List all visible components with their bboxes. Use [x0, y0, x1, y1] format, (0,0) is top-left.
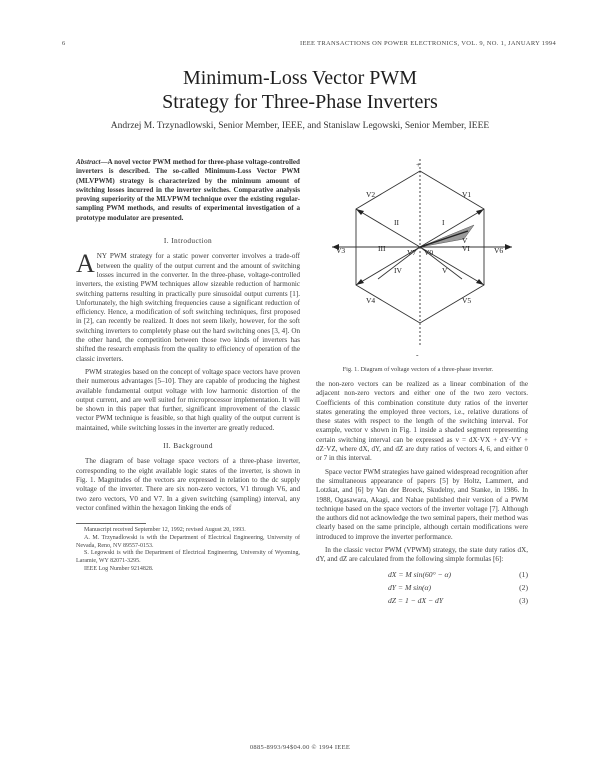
journal-header: IEEE TRANSACTIONS ON POWER ELECTRONICS, VOL. 9, NO. 1, JANUARY 1994 [300, 40, 556, 47]
right-paragraph-2: Space vector PWM strategies have gained widespread recognition after the simultaneous appearance of papers [5] by Holtz, Lammert, and Lotzkat, and [6] by Van der Broeck, Skudelny, and Stanke, in 1986. In 1988, Ogasawara, Akagi, and Nabae published their version of a PWM technique based on the space vectors of the inverter voltage [7]. Although the authors did not acknowledge the two seminal papers, their method was clearly based on the same principle, although certain modifications were introduced to improve the inverter performance. [316, 467, 528, 541]
label-v4: V4 [366, 296, 376, 305]
background-paragraph-1: The diagram of base voltage space vectors of a three-phase inverter, corresponding to the eight available logic states of the inverter, is shown in Fig. 1. Magnitudes of the vectors are expressed in relation to the dc supply voltage of the inverter. There are six non-zero vectors, V1 through V6, and two zero vectors, V0 and V7. In a given switching (sampling) interval, any vector confined within the hexagon linking the ends of [76, 457, 300, 512]
equation-2-number: (2) [519, 582, 528, 592]
section-heading-introduction: I. Introduction [163, 236, 213, 246]
sector-label-3: III [378, 244, 386, 253]
label-v2: V2 [366, 190, 376, 199]
intro-paragraph-1-text: NY PWM strategy for a static power converter involves a trade-off between the quality of the output current and the amount of switching losses incurred in the converter. In the three-phase, voltage-controlled inverters, the existing PWM techniques allow sizeable reduction of harmonic switching patterns resulting in practically pure sinusoidal output currents [1]. Unfortunately, the high switching frequencies cause a significant reduction of efficiency. Hence, a modification of soft switching techniques, first proposed in [2], can recently be realized. It does not seem likely, however, for the soft switching inverters to completely phase out the hard switching ones [3, 4]. On the other hand, the competition between those two kinds of inverters has shifted the research emphasis from the quality to efficiency of operation of the classic inverters. [76, 252, 300, 363]
section-heading-background: II. Background [163, 441, 213, 451]
sector-label-4: IV [394, 266, 402, 275]
paper-title [60, 66, 540, 114]
voltage-vector-diagram [312, 155, 528, 371]
running-header [44, 40, 556, 52]
footnote-author-1: A. M. Trzynadlowski is with the Department of Electrical Engineering, University of Nevada, Reno, NV 89557-0153. [76, 534, 300, 549]
abstract-text: —A novel vector PWM method for three-phase voltage-controlled inverters is described. The so-called Minimum-Loss Vector PWM (MLVPWM) strategy is characterized by the minimum amount of switching losses incurred in the inverter switches. Comparative analysis proving superiority of the MLVPWM technique over the existing regular-sampling PWM methods, and results of experimental investigation of a prototype modulator are presented. [76, 158, 300, 222]
arrowhead-5 [505, 244, 512, 250]
label-v: V [462, 236, 468, 245]
label-v1: V1 [462, 190, 472, 199]
figure-caption: Fig. 1. Diagram of voltage vectors of a three-phase inverter. [342, 366, 494, 373]
intro-paragraph-1 [76, 249, 300, 364]
title-line-2: Strategy for Three-Phase Inverters [162, 91, 438, 113]
equations-block [316, 569, 528, 608]
label-v5: V5 [462, 296, 472, 305]
abstract [76, 158, 300, 223]
footnote-author-2: S. Legowski is with the Department of Electrical Engineering, University of Wyoming, Laramie, WY 82071-3295. [76, 550, 300, 565]
footnote-log-number: IEEE Log Number 9214828. [84, 566, 154, 573]
right-paragraph-3: In the classic vector PWM (VPWM) strategy, the state duty ratios dX, dY, and dZ are calculated from the following simple formulas [6]: [316, 546, 528, 564]
sector-label-6: VI [462, 244, 470, 253]
right-paragraph-1: the non-zero vectors can be realized as a linear combination of the adjacent non-zero vectors and either one of the two zero vectors. Coefficients of this combination constitute duty ratios of the inverter states generating the employed three vectors, i.e., relative durations of these states with respect to the length of the switching interval. For example, vector v shown in Fig. 1 inside a shaded segment representing certain switching interval can be expressed as v = dX·VX + dY·VY + dZ·VZ, where dX, dY, and dZ are duty ratios of vectors 4, 6, and either 0 or 7 in this interval. [316, 380, 528, 463]
sector-label-5: V [442, 266, 448, 275]
equation-2 [316, 582, 528, 595]
sector-label-2: II [394, 218, 399, 227]
equation-1-number: (1) [519, 569, 528, 579]
page-number: 6 [62, 40, 66, 47]
sector-label-1: I [442, 218, 445, 227]
title-line-1: Minimum-Loss Vector PWM [182, 67, 418, 89]
label-v7: V7 [407, 248, 417, 257]
equation-3-number: (3) [519, 595, 528, 605]
equation-1-expr: dX = M sin(60° − α) [388, 569, 452, 579]
authors-line: Andrzej M. Trzynadlowski, Senior Member, IEEE, and Stanislaw Legowski, Senior Member, IEEE [110, 121, 490, 131]
arrowhead-1 [476, 209, 484, 215]
footnote-received: Manuscript received September 12, 1992; revised August 20, 1993. [84, 527, 246, 534]
intro-paragraph-2: PWM strategies based on the concept of voltage space vectors have proven their numerous advantages [5–10]. They are capable of producing the highest available fundamental output voltage with low harmonic distortion of the output current, and are well suited for microprocessor implementation. It will be shown in this paper that further, significant improvement of the classic vector PWM technique is feasible, so that high quality of the output current is maintained, while switching losses in the inverter are greatly reduced. [76, 367, 300, 432]
equation-1 [316, 569, 528, 582]
arrowhead-4 [476, 279, 484, 285]
equation-2-expr: dY = M sin(α) [388, 582, 432, 592]
copyright-code: 0885-8993/94$04.00 © 1994 IEEE [249, 744, 351, 751]
label-v3: V3 [336, 246, 346, 255]
arrowhead-2 [356, 209, 364, 215]
equation-3 [316, 595, 528, 608]
axis-minus-label: - [416, 350, 419, 359]
arrowhead-3 [356, 279, 364, 285]
label-v0: V0 [424, 248, 434, 257]
left-column [76, 158, 300, 574]
vector-line-2 [356, 209, 420, 247]
axis-plus-label: + [416, 160, 421, 169]
drop-cap: A [76, 249, 95, 279]
label-v6: V6 [494, 246, 504, 255]
right-column [316, 380, 528, 608]
abstract-label: Abstract [76, 158, 101, 166]
equation-3-expr: dZ = 1 − dX − dY [388, 595, 444, 605]
